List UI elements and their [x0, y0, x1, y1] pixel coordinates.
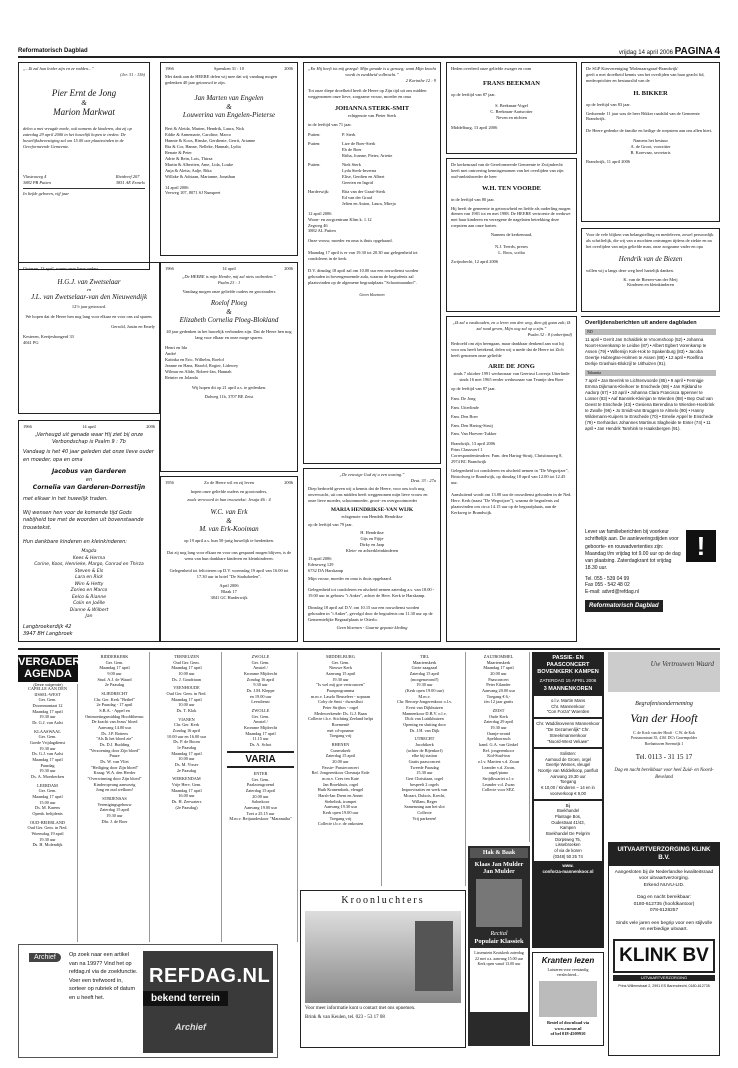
date: 13 april 2006: [308, 555, 332, 561]
funeral-info: Onze vrouw, moeder en oma is thuis opgebaard. Maandag 17 april is er van 19.30 tot 20.30 uur gelegenheid tot condoleren in de kerk. D.V. dinsdag 18 april zal om 10.00 uur een rouwdienst worden gehouden in bovengenoemde aula, waarna de begrafenis zal plaatsvinden op de algemene begraafplaats "Schootmaanhof".: [308, 238, 419, 285]
body: Voor meer informatie kunt u contact met ons opnemen.: [305, 1005, 416, 1011]
archive-ad: [18, 944, 278, 1058]
ampersand: &: [226, 516, 232, 525]
verse-ref: Psalm 32 : 8 (onberijmd): [527, 331, 572, 337]
heading: Zo de Heere wil en zij leven: [204, 480, 254, 485]
family-item: Fam. Uiterlinde: [451, 405, 479, 411]
relative-place: Putten:: [308, 141, 321, 147]
footer: Geen bloemen - Gaarne gepaste kleding: [336, 625, 408, 631]
paper-name: Reformatorisch Dagblad: [18, 48, 88, 54]
deceased-name: JOHANNA STERK-SMIT: [334, 104, 410, 112]
agenda-col-3: [152, 652, 222, 942]
agenda-entry: RIDDERKERK Ger. Gem. Maandag 17 april 9.00 uur Stud. A.J. de Waard 2e Paasdag: [97, 654, 132, 688]
signature: Namens de kerkenraad, N.J. Teerds, preses L. Roos, scriba: [490, 232, 533, 256]
husband-name: H.G.J. van Zwetselaar: [57, 277, 121, 286]
wife-name: Elizabeth Cornelia Ploeg-Blokland: [179, 316, 279, 325]
and: en: [85, 476, 93, 483]
rd-logo: Reformatorisch Dagblad: [585, 600, 663, 612]
presale: Bij Boekhandel Plantage Bos, Oudestraat 41/43, Kampen Boekhandel De Pelgrim Dorpsweg 75, Lissebroeken of via de koren (0348) 50 25 74: [534, 801, 602, 862]
signature: Gerrold, Justin en Emely: [111, 324, 155, 330]
varia-header: VARIA: [227, 751, 294, 768]
relative-names: Lize de Boer-Sterk Eb de Boer Ritha, Joanne, Pieter, Ariette: [342, 141, 393, 159]
product-photo: [539, 981, 597, 1017]
deceased-name: ARIE DE JONG: [488, 362, 535, 370]
page-meta: [619, 46, 720, 57]
family: S. Beekman-Vogel C. Beekman-Aartsrotter Neven en nichten: [490, 102, 533, 120]
page-date: vrijdag 14 april 2006: [618, 50, 673, 56]
date: Zwijndrecht, 12 april 2006: [451, 259, 499, 265]
year-start: 1966: [165, 266, 174, 271]
deceased-name: MARIA HENDRIKSE-VAN WIJK: [330, 506, 414, 513]
relative-names: Rita van der Graaf-Sterk Ed van der Graaf Jelien en Anton, Laura, Mireja: [342, 188, 396, 206]
date: Middelburg, 13 april 2006: [451, 125, 498, 131]
family-item: Fam. Den Boer: [451, 413, 478, 419]
other-newspapers-obituaries: [581, 316, 720, 522]
headline: Kranten lezen: [541, 956, 595, 965]
org: De SGP Kiesvereniging 'Molenaarsgraaf-Brandwijk': [586, 66, 679, 71]
spouse: echtgenote van Hendrik Hendrikse: [341, 514, 403, 520]
agenda-col-7: [468, 652, 530, 842]
agenda-entry: KLAASWAAL Ger. Gem. Goede Vrijdagdienst 19.30 uur Ds. G.J. van Aalst Maandag 17 april Paasdag 19.30 uur Ds. A. Moerkerken: [29, 728, 66, 780]
verse: „Ik zal u vasthouden, en u leren van den weg, dien gij gaan zult; Ik zal raad geven, Mijn oog zal op u zijn.”: [452, 320, 571, 331]
address-left: Vlastraweg 4 3882 PB Putten: [23, 173, 51, 185]
agenda-entry: ENTER Ger. Gem. Paalzonsgroend Zaterdag 15 april 20.00 uur Salonkoor Aanvang 19.00 uur Toet a 25.15 uur M.m.v. Reijaardeskoor "Maranatha": [229, 770, 292, 822]
deceased-name: W.H. TEN VOORDE: [482, 184, 541, 192]
agenda-col-1: [18, 684, 78, 942]
exclamation-icon: !: [686, 530, 716, 562]
tubantia-label: Tubantia: [585, 370, 716, 376]
body: met elkaar in het huwelijk traden. Wij wensen hen voor de komende tijd Gods nabijheid toe met de woorden uit bovenstaande trouwtekst. Hun dankbare kinderen en kleinkinderen:: [23, 495, 144, 546]
family-item: Fam. Van Hoeven-Tukker: [451, 431, 497, 437]
family-list: Magda Kees & Herma Corine, Koos, Henrieke, Margo, Conrad en Thirza Steven & Els Lara en Rick Wim & Hetty Zorieo en Marco Eelco & Rianne Colin en Joëlle Dianne & Wilbert Jan: [34, 549, 144, 620]
address: Prins Clauswerf 1 Correspondentieadres: Fam. den Hartog-Struij, Christinaweg 8, 2974 BC Brandwijk: [451, 447, 563, 465]
address-right: Rietdreef 207 3851 AE Ermelo: [115, 173, 145, 185]
intro: geeft u met droefheid kennis van het overlijden van haar geacht lid, medeoprichter en bestuurslid van de: [586, 71, 705, 83]
year-start: 1956: [165, 480, 174, 485]
age: in de leeftijd van 71 jaar.: [308, 122, 352, 128]
husband-name: Roelof Ploeg: [210, 298, 248, 307]
address: Edeseweg 129 6732 DA Harskamp: [308, 561, 344, 573]
phone: Tel. 055 - 539 04 99: [585, 575, 630, 582]
deceased-name: Hendrik van de Biezen: [618, 254, 683, 263]
year-end: 2006: [146, 424, 155, 429]
agenda-entry: MIDDELBURG Ger. Gem. Nieuwe Kerk Aanvang 15 april 19.30 uur "Is wel mij goe vertrouwen" Paasprogramma m.m.v. Laszlo Beuseleer - sopraan Coby de Smit - dwarsfluit Peter Strijbos - orgel Medewerkende: Ds. G.J. Baan Collecte t.b.v. Stichting Zeeland helpt Roemenië met cd-opname Toegang vrij: [308, 654, 373, 739]
fax: Fax 055 - 542 48 02: [585, 582, 630, 589]
date: 12 april 2006: [308, 210, 332, 216]
body: 40 jaar gedenken in het huwelijk verbonden zijn. Dat de Heere hen nog lang voor elkaar en onze moge sparen.: [166, 329, 292, 340]
agenda-entry: UTRECHT Jacobikerk (achter de Bijenkorf) elke bij station Gratis paasconcert Tweede Paasdag 15.30 uur Gert Christiaan, orgel bespeelt 2 orgels Improvisaties en werk van Mozart, Dubois, Krecht, Willam, Reger Samenzang aan het slot Collecte Vrij parkeren!: [401, 736, 448, 821]
intro: Diep bedroefd geven wij u kennis dat de Heere, voor ons toch nog onverwacht, uit ons midden heeft weggenomen mijn lieve vrouw en onze lieve moeder, schoonmoeder, groot- en overgrootmoeder: [308, 485, 428, 503]
funeral-klink: [608, 842, 720, 1056]
obituary-de-jong: [446, 316, 577, 642]
concert-date: ZATERDAG 15 APRIL 2006: [539, 677, 597, 683]
artist-photo: [476, 879, 522, 927]
address: Langbroekerdijk 42 3947 BH Langbroek: [23, 623, 73, 638]
deceased-name: H. BIKKER: [633, 89, 668, 97]
funeral-info: Mijn vrouw, moeder en oma is thuis opgebaard. Gelegenheid tot condoleren en afscheid nemen zaterdag a.s. van 18.00 - 19.00 uur in gebouw "t Anker", achter de Herv. Kerk te Harskamp. Dinsdag 18 april zal D.V. om 10.15 uur een rouwdienst worden gehouden in "t Anker", gevolgd door de begrafenis om 11.30 uur op de Gemeentelijke Begraafplaats te Otterlo.: [308, 575, 435, 623]
company-name: Van der Hooft: [630, 711, 698, 726]
agenda-title: VERGADER-AGENDA: [18, 655, 78, 682]
obituary-hendrikse: [303, 468, 441, 642]
notice-text: Lever uw familieberichten bij voorkeur schriftelijk aan. De aanleveringstijden voor geboorte- en rouwadvertenties zijn: Maandag t/m vrijdag tot 9.00 uur op de dag van plaatsing. Zaterdagkrant tot vrijdag 18.30 uur.: [585, 529, 681, 572]
verse-ref: 2 Korinthe 12 : 9: [405, 77, 436, 83]
obituary-ten-voorde: [446, 158, 577, 312]
widower-info: sinds 7 oktober 1991 weduwnaar van Geertrui Lowerja Uiterlinde sinds 16 mei 1965 eerder weduwnaar van Teuntje den Boer: [453, 371, 570, 383]
agenda-entry: WERKENDAM Vrije Herv. Gem. Maandag 17 april 16.00 uur Ds. H. Zeewaters (2e Paasdag): [171, 776, 202, 810]
husband-name: W.C. van Erk: [210, 507, 248, 516]
verse: „Verheugd uit genade waar Hij ziet bij onze Verbondschap is Psalm 9 : 7b: [34, 431, 144, 446]
choir-2: Chr. Waddinxveens Mannenkoor "De Gezamenlijk" Chr. Streekmannenkoor "Noord-West Veluwe": [534, 719, 602, 747]
intro: Gisteren, 13 april, waren onze lieve ouders: [23, 266, 99, 271]
agenda-entry: RHENEN Cunerakerk Zaterdag 15 april 20.00 uur Passie- Passieconcert Ref. Jongerenkoor Chesnaja Erde m.m.v. Cees ten Kate Jan Broekhuis, orgel Huib Kranendonk, vleugel Harsh-Ian Drent en Annet Siebelink, trompet Aanvang 19.30 uur Kerk open 19.00 uur Toegang vrij Collecte t.b.v. de onkosten: [311, 742, 370, 827]
husband-name: Jacobus van Garderen: [51, 467, 127, 475]
chandeliers-ad: [300, 890, 466, 1048]
family-notice-info: [581, 526, 720, 642]
agenda-entry: TERNEUZEN Oud Ger. Gem. Maandag 17 april 10.00 uur Ds. J. Goudriaan: [171, 654, 202, 682]
announcement-body: delen u met vreugde mede, ook namens de kinderen, dat zij op zaterdag 29 april 2006 in het huwelijk hopen te treden. De huwelijksbevestiging zal om 15.00 uur plaatsvinden in de Gereformeerde Gemeente.: [23, 126, 132, 150]
body: Gedurende 11 jaar was de heer Bikker raadslid van de Gemeente Brandwijk. De Heere gedenke de familie en heilige de roepstem aan ons allen hiert.: [586, 110, 713, 134]
relative-place: Putten:: [308, 132, 321, 138]
concert-title: PASSIE- EN PAASCONCERT BOVENKERK KAMPEN: [537, 655, 599, 675]
kranten-lezen-ad: [532, 952, 604, 1046]
address: C. de Kock van der Hooft · C.W. de Kok Postsmontraat 35, 4161 DC's Gravenpolder Roelantswen Steenwijk 1: [631, 731, 697, 746]
intro: Tot onze diepe droefheid heeft de Heere op Zijn tijd uit ons midden weggenomen onze lieve, zorgzame vrouw, moeder en oma: [308, 87, 427, 99]
date: Brandwijk, 11 april 2006: [586, 159, 630, 165]
section-divider: [18, 648, 720, 650]
anniversary-van-garderen: [18, 420, 160, 642]
sub: zoals verwoord in hun trouwtekst: Jesaja 46 : 4: [187, 496, 271, 502]
footnote: In liefde geboren, vijf jaar: [23, 190, 70, 196]
age: in de leeftijd van 80 jaar.: [451, 196, 495, 202]
choir-1: o.l.v. Martin Mans Chr. Mannenkoor "Con Forza" Woerden: [534, 696, 602, 718]
intro: hopen onze geliefde ouders en grootouders,: [190, 488, 268, 494]
section-title: Overlijdensberichten uit andere dagbladen: [585, 320, 697, 326]
verse: „De eeuwige God zij u een woning.”: [339, 472, 405, 477]
ampersand: &: [226, 102, 232, 111]
verse: „En Hij heeft tot mij gezegd: Mijn genade is u genoeg; want Mijn kracht wordt in zwakheid volbracht.”: [308, 66, 436, 77]
choirs-heading: 3 MANNENKOREN: [543, 686, 593, 693]
soloists: Solisten: Aarnoud de Groen, orgel Geertje Wemes, vleugel Noortje van Middelkoop, panfluit Aanvang 19.30 uur Toegang € 10,00 / Kinderen – 14 en in voorverkoop € 9,00: [534, 749, 602, 798]
wife-name: Louwerina van Engelen-Pieterse: [182, 111, 276, 120]
intro: Vandaag is het 40 jaar geleden dat onze lieve ouder en moeder, opa en oma: [23, 449, 154, 463]
order-info: Bestel of download via www.cursor.nl of bel 018-4509910: [546, 1019, 590, 1037]
date: April 2006: [219, 582, 239, 588]
agenda-entry: ZEIST Oude Kerk Zaterdag 29 april 19.30 uur Oranje-avond Apeldoornsch kand. G.A. van Ginkel Ref. jongerenkoor Kid-Stad-inn o.l.v. Martien v.d. Zwan Leander v.d. Zwan, orgel/piano Strijdkwartet o.l.v. Leander v.d. Zwan Collecte voor SEZ.: [477, 708, 520, 793]
wife-name: J.L. van Zwetselaar-van den Nieuwendijk: [30, 292, 148, 301]
intro: De kerkenraad van de Gereformeerde Gemeente te Zwijndrecht heeft met ontroering kennisgenomen van het overlijden van zijn oud-ambtsbroeder de heer: [451, 162, 564, 179]
body: op 19 april a.s. hun 50-jarig huwelijk te herdenken. Dat zij nog lang voor elkaar en voor ons gespaard mogen blijven, is de wens van hun dankbare kinderen en kleinkinderen. Gelegenheid tot feliciteren op D.V. woensdag 19 april van 16.00 tot 17.30 uur in hotel "De Stadsdoelen".: [166, 538, 292, 579]
agenda-col-5: [300, 652, 382, 886]
signature: Namens het bestuur A. de Groot, voorzitter B. Korevaar, secretaris: [630, 138, 671, 156]
family: H. Hendrikse Gijs en Fijtje Dirky en Jaap Klein- en achterkleinkinderen: [345, 529, 399, 553]
year-start: 1966: [23, 424, 32, 429]
groom-name: Pier Ernt de Jong: [51, 87, 117, 98]
body: Hij heeft de gemeente in getrouwheid en liefde als ouderling mogen dienen van 1981 tot en met 1988. De HEERE vertroeste de weduwe met haar kinderen en verzegene de nagelaten betrekking deze roepstem aan onze harten.: [451, 205, 571, 229]
company-title: UITVAARTVERZORGING KLINK B.V.: [609, 843, 719, 866]
agenda-sub: (Deze volgende): [33, 682, 63, 688]
phone: Tel. 0113 - 31 15 17: [635, 752, 693, 761]
anniversary-van-erk: [160, 476, 298, 642]
agenda-entry: LEERDAM Ger. Gem. Maandag 17 april 15.00 uur Ds. M. Karens Openb. belijdenis: [32, 782, 63, 817]
year-start: 1966: [165, 66, 174, 71]
obituary-bikker: [581, 62, 720, 222]
obituary-sterk-smit: [303, 62, 441, 464]
header-image: [608, 652, 720, 692]
address: Prins Willemstraat 2, 2991 ES Barendrecht, 0180-612735: [618, 983, 710, 988]
and: en: [86, 286, 92, 292]
slogan: Sinds vele jaren een begrip voor een stijlvolle en eerbiedige uitvaart.: [615, 920, 713, 932]
relative-place: Putten:: [308, 162, 321, 168]
anniversary-ploeg: [160, 262, 298, 472]
verse-ref: Deut. 33 : 27a: [410, 477, 436, 483]
tubantia-list: 7 april • Jan Beerink te Lichtenvoorde (85) • 9 april • Fennigje Emma Dijkmans-Kleihoer te Enschede (69) • Jan Rijkland te Aadorp (67) • 10 april • Johanna Clara Francisca Ippenner te Losser (83) • Aaf Bannink-Kleinjan te Wierden (88) • Bep Oud van Geest te Enschede (43) • Gesiena Berendina te Wierden-Hoebrink te Zwolle (96) • Jo Smidt-van Bruggen te Almelo (90) • Hanny Wildemann-Kuipers te Enschede (70) • Emelie Appel te Enschede (79) • Gerhardus Johannes Martinus Slagheide te Enter (74) • 11 april • Jan Hendrik Tamhink te Haaksbergen (91).: [585, 378, 715, 431]
agenda-entry: TIEL Maartenskerk Grote zaagzaal Zaterdag 15 april (morgenavond!) 19.30 uur (Kerk open 19.00 uur) M.m.v. Chr. Beroep-Jongerenkoor o.l.v. Evert van Dijkhuizen Mannenkoor D.B.V. o.l.v. Dick van Luttikhuizen Opening en sluiting door Ds. J.H. van Dijk: [396, 654, 453, 733]
family-list: [451, 395, 572, 439]
family-list: Henri en Ida André Katinka en Eric, Wilhelm, Roelof Jeanne en Hans, Harold, Rogier, Lidewey Wilmar en Alide, Robert-Jan, Hannah Reinier en Jolanda: [165, 344, 239, 380]
spouse: echtgenote van Pieter Sterk: [347, 113, 397, 119]
agenda-entry: VEENHOUDE Oud Ger. Gem. in Ned. Maandag 17 april 10.00 uur Ds. T. Klok: [166, 685, 207, 714]
bride-name: Marion Markwat: [53, 107, 115, 118]
address: Woon- en zorgcentrum Klim k. 1.12 Zegweg 46 3882 AL Putten: [308, 216, 372, 234]
thanks-van-de-biezen: [581, 228, 720, 312]
banner-label: Archief: [175, 1022, 207, 1032]
verse: „...Ik zal hun leider zijn en ze redden...”: [23, 66, 94, 71]
signature: K. van de Biezen-van der Meij Kinderen en kleinkinderen: [623, 276, 678, 288]
body: Voor de vele blijken van belangstelling en medeleven, zowel persoonlijk als schriftelijk, die wij van u mochten ontvangen tijdens de ziekte en na het overlijden van mijn geliefde man, onze zorgzame vader en opa: [586, 232, 714, 249]
footer: Geen bloemen: [359, 291, 385, 297]
ampersand: &: [226, 307, 232, 316]
verse-ref: (Jer. 31 : 13b): [120, 71, 145, 77]
verse: „De HEERE is mijn Herder, mij zal niets ontbreken.”: [181, 273, 277, 279]
date-center: 14 april: [82, 424, 96, 429]
wife-name: M. van Erk-Kooiman: [199, 525, 259, 534]
company-logo: KLINK BV: [613, 939, 715, 973]
email: E-mail: advrd@refdag.nl: [585, 589, 639, 595]
celebration: Wij hopen dit op 21 april a.s. te gedenken.: [191, 384, 267, 390]
archive-tag: Archief: [29, 953, 61, 962]
wedding-announcement-dejong: [18, 62, 150, 270]
genre: Populair Klassiek: [474, 937, 524, 945]
page-number: 4: [714, 46, 720, 57]
body: We hopen dat de Heere hen nog lang voor elkaar en voor ons zal sparen.: [25, 314, 153, 320]
age: op de leeftijd van 79 jaar.: [308, 522, 353, 528]
verse-ref: Spreuken 31 : 10: [214, 66, 244, 71]
website: www. conforza-mannenkoor.nl: [542, 863, 594, 875]
agenda-entry: SLIEDRECHT Chr. Ger. Kerk "Bethel" 2e Paasdag - 17 april S.B.A. - Appel en Ontmoetingsmiddag Hoofdthema: De kracht van Jezus' bloed Aanvang 14.00 uur Ds. J.P. Bottem "Als Ik het bloed zie" Ds. D.J. Budding "Verzoening door Zijn bloed" Pauze Ds. W. van Vliet "Heiliging door Zijn bloed" Kraag: W.A. den Herder "Overwinning door Zijn bloed" Kinderopvang aanwezig Jong en oud welkom!: [85, 691, 144, 793]
artist-2: Jan Mulder: [483, 868, 515, 876]
intro: Met dank aan de HEERE delen wij mee dat wij vandaag mogen gedenken 40 jaar getrouwd te zijn.: [165, 73, 278, 85]
passion-concert-ad: [532, 652, 604, 948]
logo-sub: UITVAARTVERZORGING: [613, 975, 715, 980]
family-list: Bert & Aleida, Marten, Hendrik, Laura, Nick Eddie & Annemarie, Caroline, Marco Hannie & Koos, Rinske, Gerdienie, Gerrit, Arianne Ria & Cor, Hanne, Nelleke, Hannah, Lydia Renate & Peter Adrie & Rein, Lois, Thirza Martin & Albertien, Ame, Lida, Louke Anja & Aletta, Aalje, Rika Willake & Adriaan, Marianne, Jonathan: [165, 126, 256, 179]
funeral-van-der-hooft: [608, 652, 720, 838]
year-end: 2006: [284, 66, 293, 71]
husband-name: Jan Marten van Engelen: [194, 93, 264, 102]
address: Kesteren, Keetjesbongerd 33 4041 PG: [23, 334, 74, 346]
sponsor-logo: Hak & Baak: [470, 848, 528, 858]
anniversary-van-engelen: [160, 62, 298, 256]
agenda-col-4: [224, 652, 298, 942]
agenda-entry: OUD-BEIERLAND Oud Ger. Gem. in Ned. Woensdag 19 april 19.30 uur Ds. H. Molendijk: [27, 819, 68, 848]
page-label: PAGINA: [674, 46, 713, 57]
agenda-entry: ZWOLLE Ger. Gem. Amstel / Kromme Mijdrecht Maandag 17 april 11.15 uur Ds. A. Schot: [243, 708, 278, 748]
relatives: [308, 132, 436, 206]
thanks: willen wij u langs deze weg heel hartelijk danken.: [586, 267, 674, 273]
archive-banner: [143, 951, 273, 1053]
family-item: Fam. De Jong: [451, 396, 476, 402]
address: Veeweg 107, 8071 SJ Nunspeet: [165, 190, 221, 196]
intro: Vandaag mogen onze geliefde ouders en grootouders: [182, 288, 276, 294]
relative-names: Niek Sterk Lyda Sterk-Inverna Elise, Gerdien en Albert Geerten en Ingrid: [342, 162, 385, 185]
page-header: [18, 44, 720, 58]
wife-name: Cornelia van Garderen-Dorrestijn: [32, 483, 146, 491]
agenda-entry: ZWOLLE Ger. Gem. Amstel / Kromme Mijdrecht Zondag 16 april 9.30 uur Ds. J.M. Kleppe en 19.00 uur Leesdienst: [243, 654, 278, 705]
archive-text: Op zoek naar een artikel van na 1997? Vind het op refdag.nl via de zoekfunctie. Voer een trefwoord in, sorteer op rubriek of datum en u heeft het.: [69, 952, 138, 1001]
obituary-beekman: [446, 62, 577, 154]
recital-ad: [468, 846, 530, 1046]
deceased-name: FRANS BEEKMAN: [483, 79, 540, 87]
subtitle: Begrafenisonderneming: [635, 701, 693, 707]
body: Aangesloten bij de Nederlandse kwaliteitsraad voor uitvaartverzorging. Erkend NUVU-LID.: [614, 869, 714, 888]
funeral-info: Gelegenheid tot condoleren en afscheid nemen in "De Wegwijzer", Bristolweg te Brandwijk, op dinsdag 18 april van 12.00 tot 12.45 uur. Aansluitend wordt om 13.00 uur de rouwdienst gehouden in de Ned. Herv. Kerk (naast "De Wegwijzer"), waarna de begrafenis zal plaatsvinden om circa 14.15 uur op de begraafplaats, aan de Kerkweg te Brandwijk.: [451, 468, 572, 515]
agenda-entry: VIANEN Chr. Ger. Kerk Zondag 16 april 10.00 uur en 16.00 uur Ds. P. de Boom 1e Paasdag Maandag 17 april 10.00 uur Ds. M. Visser 2e Paasdag: [166, 716, 207, 773]
agenda-entry: ZALTBOMMEL Maartenskerk Maandag 17 april 20.00 uur Paasconcert Peter Eilander Aanvang 20.00 uur Toegang € 6,- t/m 12 jaar gratis: [481, 654, 516, 705]
ampersand: &: [81, 98, 87, 107]
nd-label: ND: [585, 329, 716, 335]
meeting-agenda: [18, 655, 85, 688]
years: 12½ jaar getrouwd.: [71, 304, 107, 310]
artist-1: Klaas Jan Mulder: [474, 861, 524, 869]
relative-place: Harderwijk:: [308, 188, 330, 194]
agenda-entry: STRIJENSAS Verenigingsgebouw Zaterdag 15 april 19.30 uur Dhr. J. de Boer: [97, 796, 132, 824]
age: op de leeftijd van 87 jaar.: [451, 91, 496, 97]
relative-names: P. Sterk: [342, 132, 356, 138]
date-center: 14 april: [222, 266, 236, 271]
agenda-entry: CAPELLE AAN DEN IJSSEL-WEST Ger. Gem. Doornmantaat 12 Maandag 17 april 19.30 uur Dr. G.J. van Aalst: [28, 686, 67, 726]
agenda-col-2: [80, 652, 150, 942]
intro: Bedroefd om zijn heengaan, maar dankbaar denkend aan wat hij voor ons heeft betekend, delen wij u mede dat de Heere tot Zich heeft genomen onze geliefde: [451, 340, 564, 358]
nd-list: 11 april • Gerrit Jan Schaldink te Vroomshoop (52) • Johanna Noort-Hovenkamp te Leidse (87) • Albert Egbert Vorenkamp te Assen (79) • Willemijn Kok-Hok te Spakenburg (83) • Jacoba Geertje Hubregtse-Holmen te Assen (88) • 12 april • Roelfina Derkje Grashuis-Blokzijl te Uithuizen (91).: [585, 337, 707, 367]
year-end: 2006: [284, 480, 293, 485]
chandelier-photo: [305, 911, 461, 1003]
banner-title: REFDAG.NL: [149, 965, 271, 987]
family-item: Fam. Den Hartog-Struij: [451, 422, 493, 428]
address: Blaak 17 3841 GC Harderwijk: [210, 588, 248, 600]
sub: Luisteren voor verstandig verslechterd...: [547, 966, 589, 978]
agenda-col-6: [384, 652, 466, 886]
banner-subtitle: bekend terrein: [143, 991, 228, 1006]
recital-label: Recital: [490, 930, 508, 937]
date: Brandwijk, 13 april 2006: [451, 441, 496, 447]
phone: Dag en nacht bereikbaar: 0180-612735 (hoofdkantoor) 078-6128257: [633, 895, 695, 914]
date: 14 april 2006: [165, 184, 189, 190]
recital-details: Lissenstein Kruiskerk zaterdag 22 mei a.s. aanvang 15.00 uur Kerk open vanaf 13.00 uur: [470, 948, 528, 1012]
headline: Kroonluchters: [341, 895, 425, 906]
year-end: 2006: [284, 266, 293, 271]
footer: Dag en nacht bereikbaar voor heel Zuid- en Noord-Beveland: [614, 768, 714, 780]
address: Dalweg 11b, 3707 BE Zeist: [204, 394, 254, 400]
anniversary-van-zwetselaar: [18, 262, 160, 414]
slogan: Uw Vertrouwen Waard: [650, 660, 714, 668]
intro: Heden overleed onze geliefde zwager en oom: [451, 66, 532, 71]
age: op de leeftijd van 83 jaar.: [586, 101, 631, 107]
age: op de leeftijd van 87 jaar.: [451, 386, 496, 392]
contact: Brink & van Keulen, tel. 023 - 53 17 08: [305, 1015, 385, 1021]
verse-ref: Psalm 23 : 1: [217, 279, 241, 285]
